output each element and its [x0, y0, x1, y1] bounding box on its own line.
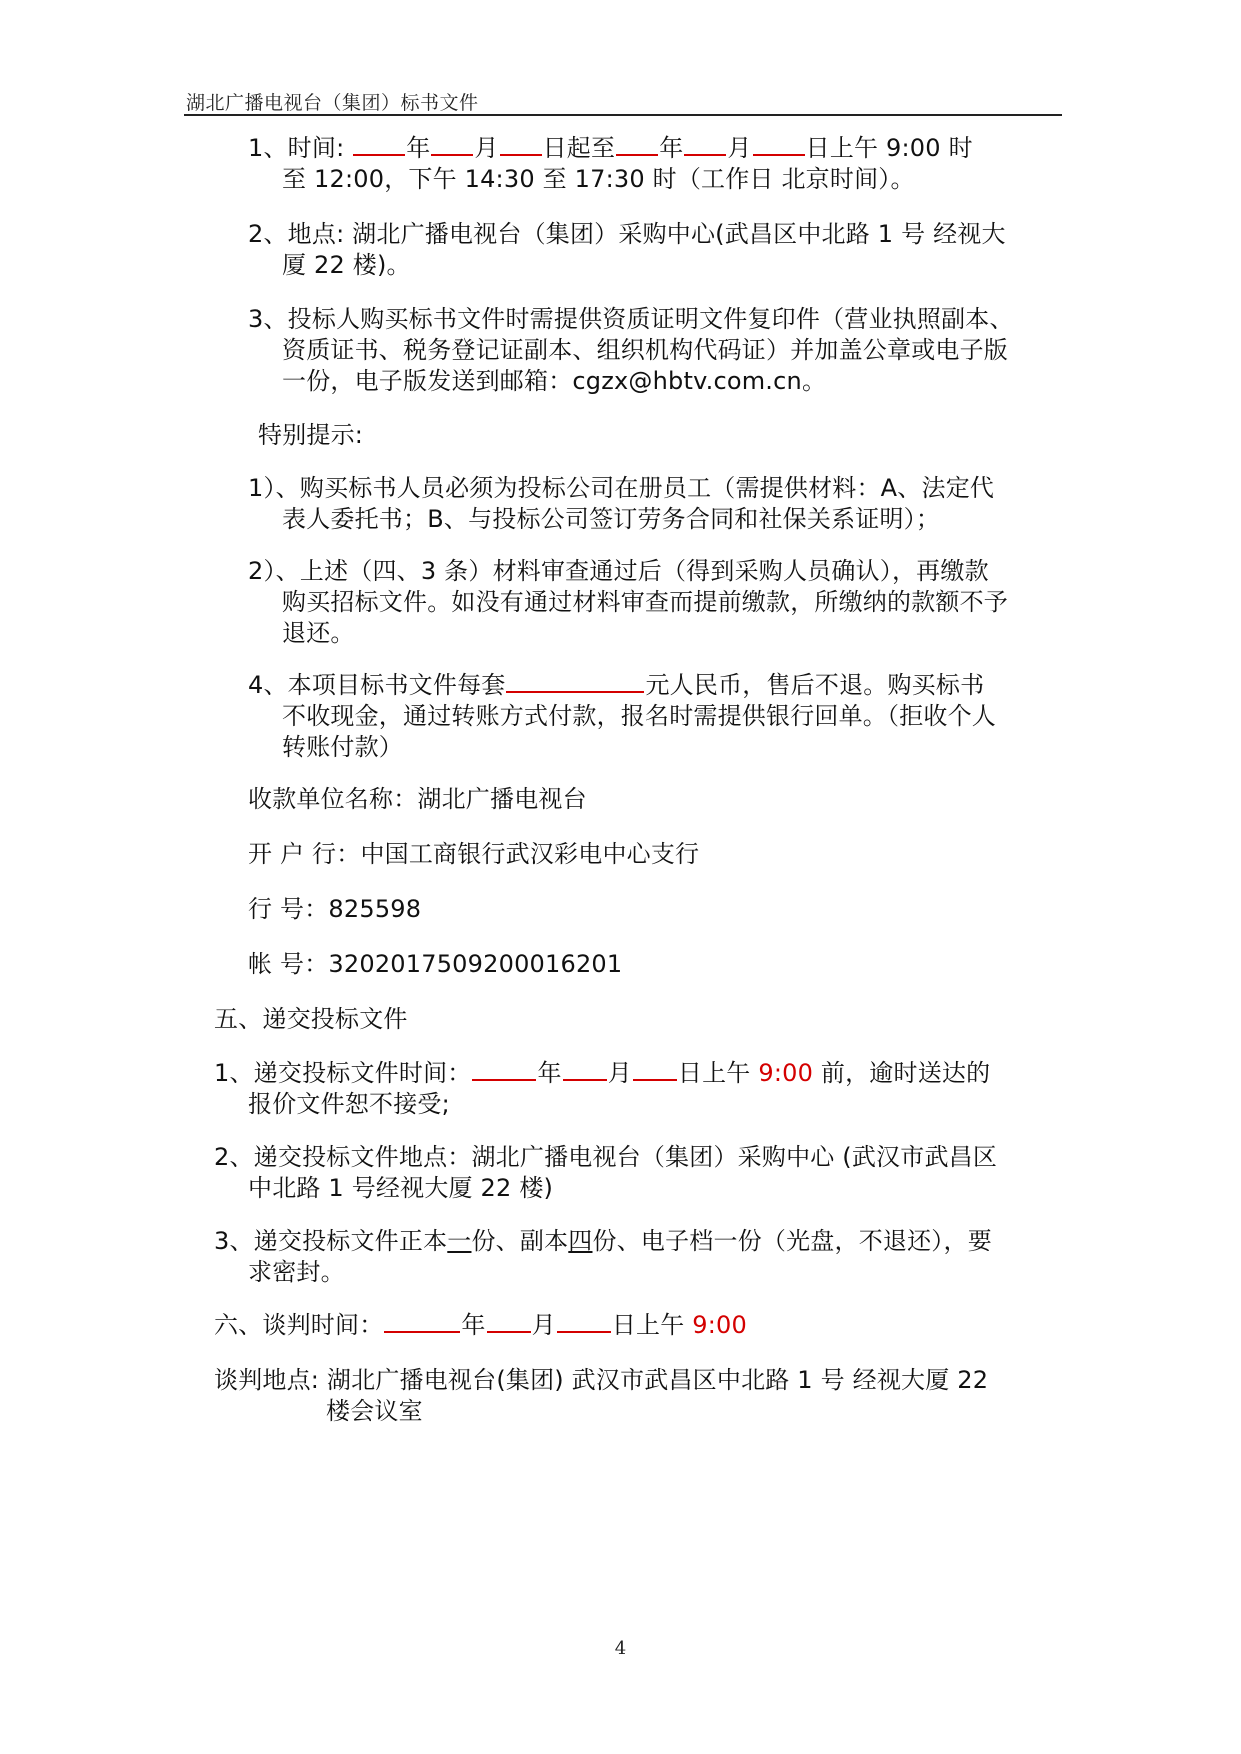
s5-item-1-line-1: 1、递交投标文件时间： 年 月 日上午 9:00 前，逾时送达的 — [214, 1059, 991, 1087]
tip-1-line-1: 1）、购买标书人员必须为投标公司在册员工（需提供材料：A、法定代 — [248, 474, 995, 502]
blank-month — [487, 1309, 531, 1333]
negotiation-place-line-2: 楼会议室 — [326, 1397, 423, 1425]
item-3-line-1: 3、投标人购买标书文件时需提供资质证明文件复印件（营业执照副本、 — [248, 305, 1014, 333]
s5-item-2-line-2: 中北路 1 号经视大厦 22 楼) — [248, 1174, 554, 1202]
blank-month — [684, 132, 726, 156]
tip-2-line-2: 购买招标文件。如没有通过材料审查而提前缴款，所缴纳的款额不予 — [282, 588, 1008, 616]
original-count: 一 — [447, 1227, 472, 1255]
page-number: 4 — [614, 1638, 627, 1659]
item-4-line-1: 4、本项目标书文件每套 元人民币，售后不退。购买标书 — [248, 671, 985, 699]
header-divider — [184, 114, 1062, 116]
s5-item-3-line-2: 求密封。 — [248, 1258, 345, 1286]
negotiation-time: 9:00 — [692, 1311, 747, 1339]
blank-year — [353, 132, 405, 156]
tip-2-line-1: 2）、上述（四、3 条）材料审查通过后（得到采购人员确认），再缴款 — [248, 557, 989, 585]
blank-day — [753, 132, 805, 156]
bank-number: 行 号：825598 — [248, 895, 422, 923]
item-3-line-3: 一份，电子版发送到邮箱：cgzx@hbtv.com.cn。 — [282, 367, 827, 395]
blank-day — [557, 1309, 611, 1333]
s5-item-2-line-1: 2、递交投标文件地点：湖北广播电视台（集团）采购中心 (武汉市武昌区 — [214, 1143, 998, 1171]
item-4-line-2: 不收现金，通过转账方式付款，报名时需提供银行回单。（拒收个人 — [282, 702, 996, 730]
special-notes-title: 特别提示: — [258, 421, 364, 449]
account-number: 帐 号：3202017509200016201 — [248, 950, 623, 978]
deadline-time: 9:00 — [758, 1059, 814, 1087]
s5-item-3-line-1: 3、递交投标文件正本一份、副本四份、电子档一份（光盘，不退还），要 — [214, 1227, 992, 1255]
item-1-line-1: 1、时间: 年 月 日起至 年 月 日上午 9:00 时 — [248, 134, 973, 162]
s5-item-1-line-2: 报价文件恕不接受; — [248, 1090, 450, 1118]
bank-name: 开 户 行：中国工商银行武汉彩电中心支行 — [248, 840, 700, 868]
document-header: 湖北广播电视台（集团）标书文件 — [186, 92, 479, 114]
tip-2-line-3: 退还。 — [282, 619, 355, 647]
blank-day — [633, 1057, 677, 1081]
item-4-line-3: 转账付款） — [282, 733, 403, 761]
blank-year — [472, 1057, 536, 1081]
item-3-line-2: 资质证书、税务登记证副本、组织机构代码证）并加盖公章或电子版 — [282, 336, 1008, 364]
section-6-time: 六、谈判时间： 年 月 日上午 9:00 — [214, 1311, 747, 1339]
negotiation-place-line-1: 谈判地点: 湖北广播电视台(集团) 武汉市武昌区中北路 1 号 经视大厦 22 — [214, 1366, 989, 1394]
item-1-line-2: 至 12:00，下午 14:30 至 17:30 时（工作日 北京时间）。 — [282, 165, 915, 193]
blank-month — [563, 1057, 607, 1081]
blank-month — [431, 132, 473, 156]
tip-1-line-2: 表人委托书；B、与投标公司签订劳务合同和社保关系证明）； — [282, 505, 941, 533]
item-2-line-2: 厦 22 楼)。 — [282, 251, 411, 279]
blank-year — [616, 132, 658, 156]
item-2-line-1: 2、地点: 湖北广播电视台（集团）采购中心(武昌区中北路 1 号 经视大 — [248, 220, 1006, 248]
section-5-title: 五、递交投标文件 — [214, 1005, 408, 1033]
blank-price — [506, 669, 644, 693]
copy-count: 四 — [568, 1227, 593, 1255]
payee-name: 收款单位名称：湖北广播电视台 — [248, 785, 587, 813]
blank-day — [500, 132, 542, 156]
blank-year — [384, 1309, 460, 1333]
